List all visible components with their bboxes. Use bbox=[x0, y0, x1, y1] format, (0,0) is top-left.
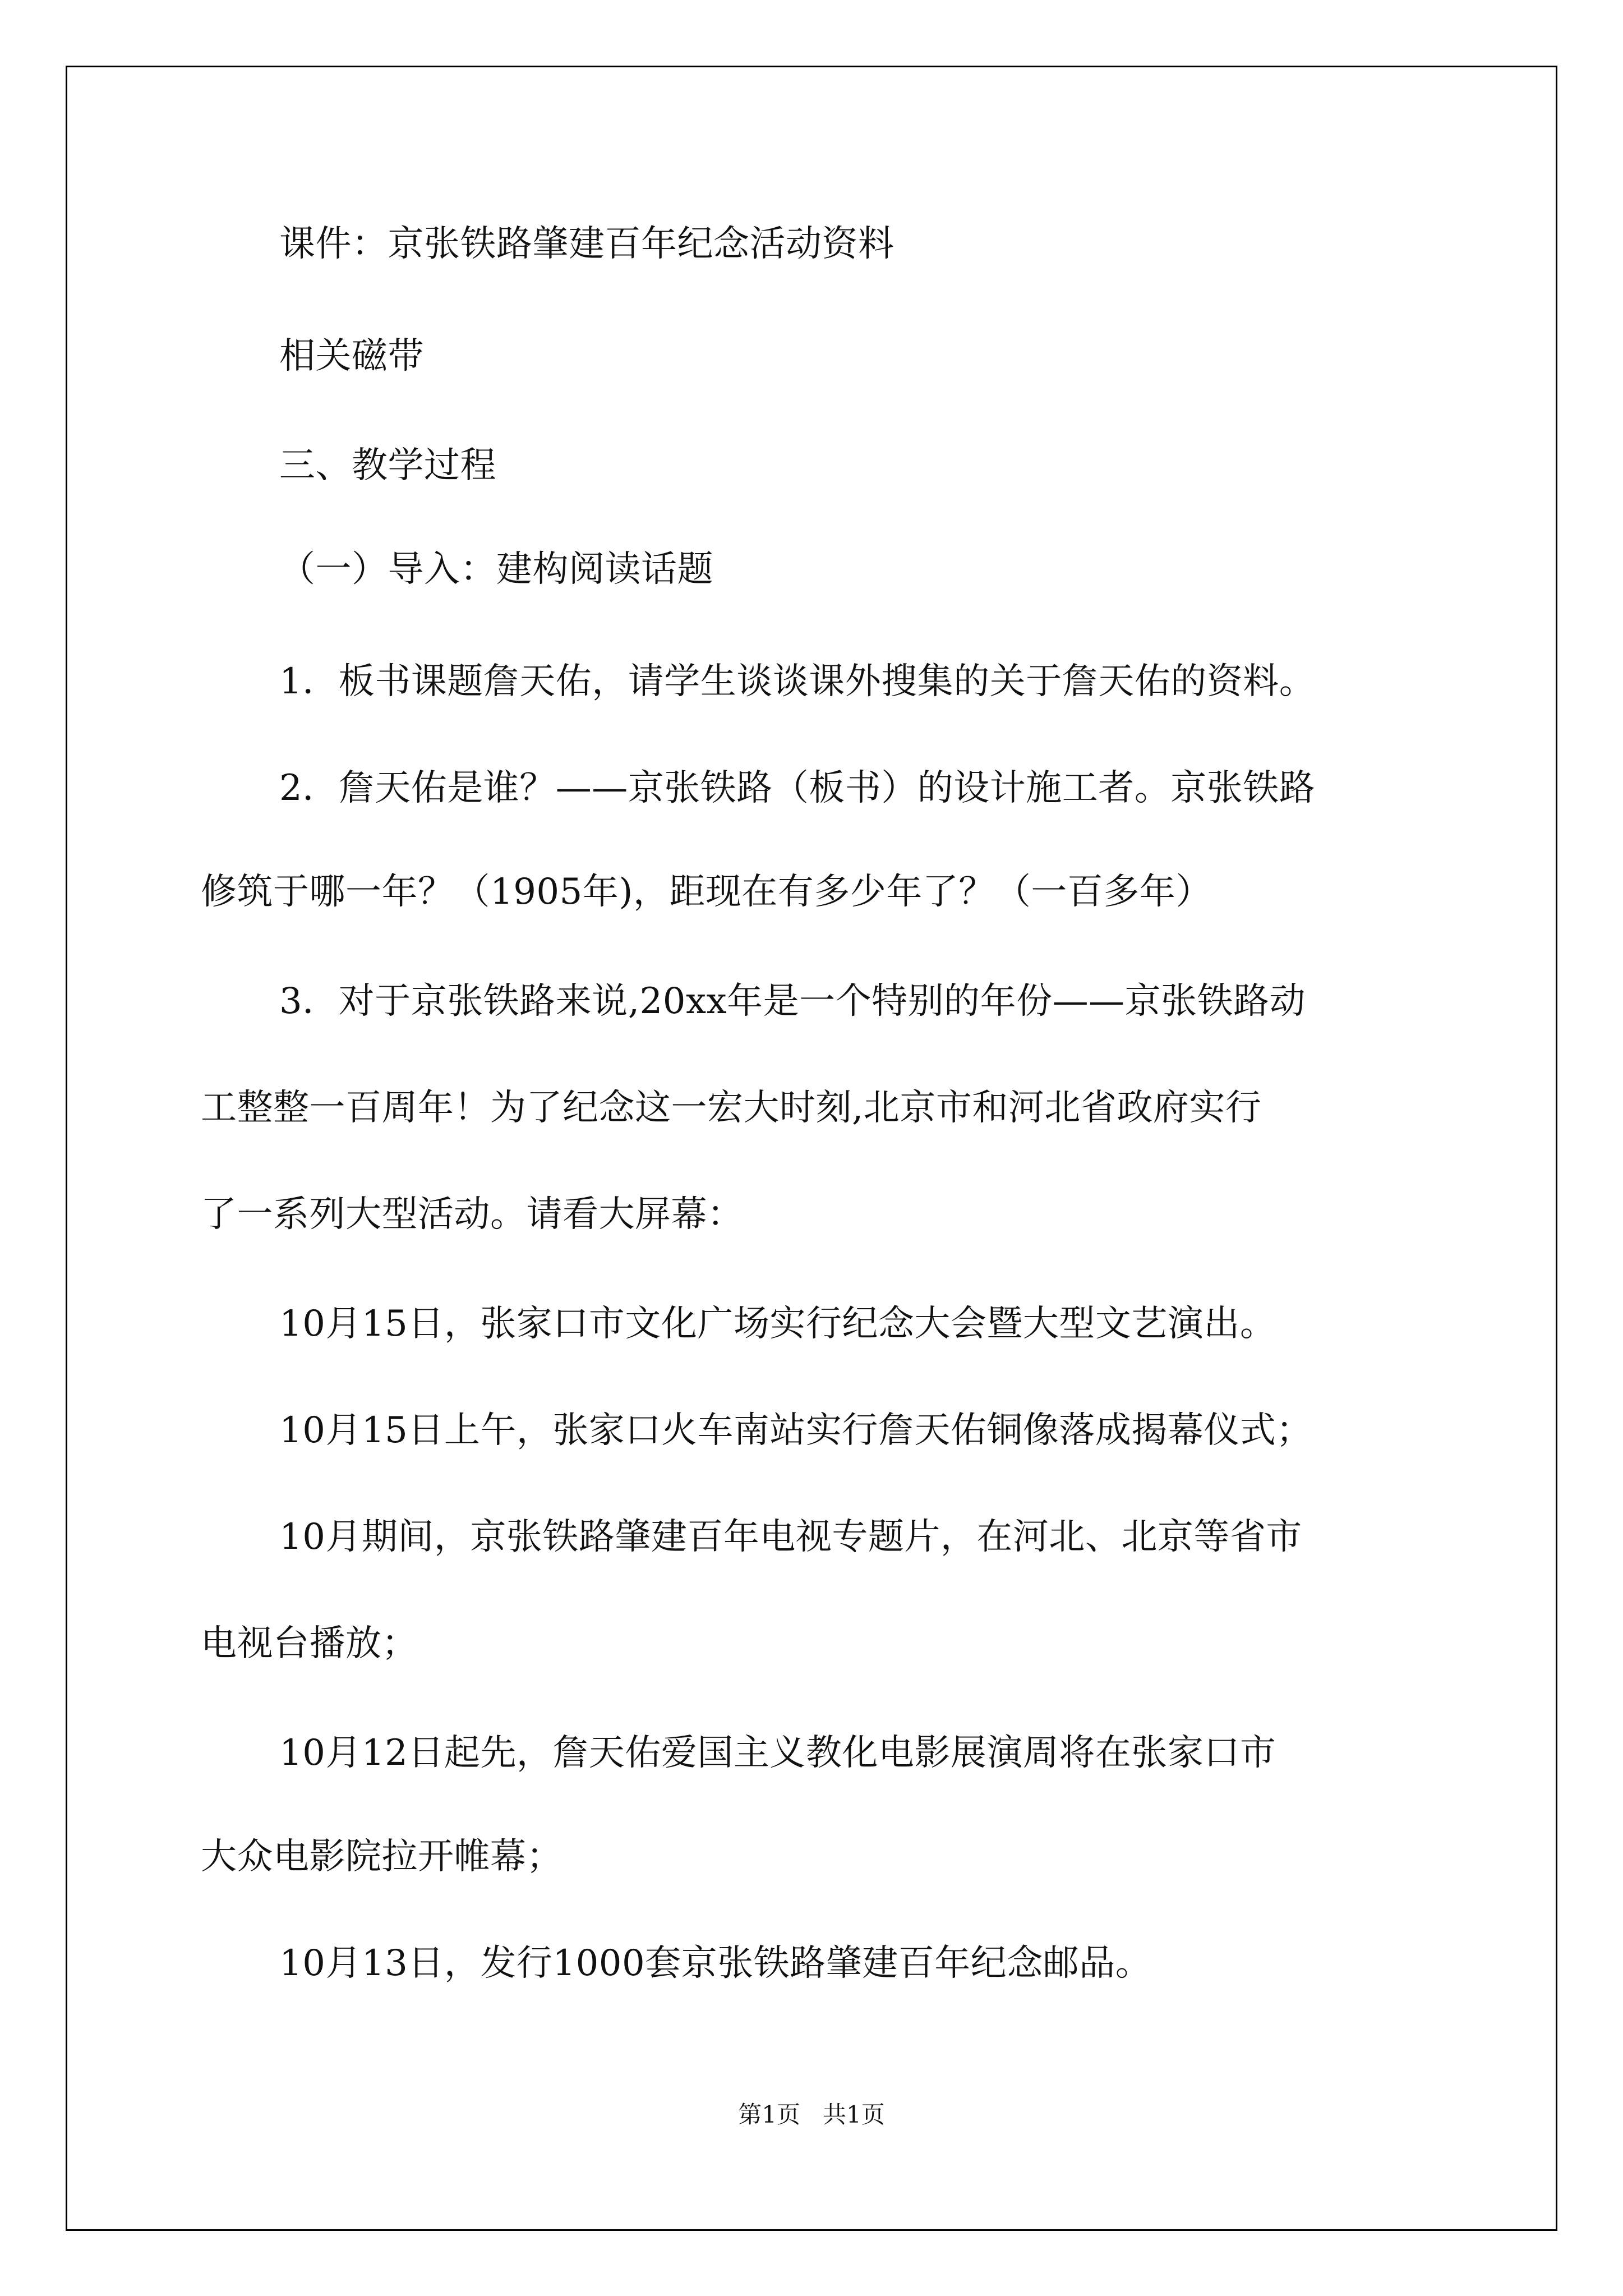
step-3-continuation-1: 工整整一百周年！为了纪念这一宏大时刻,北京市和河北省政府实行 bbox=[201, 1087, 1262, 1129]
page-footer: 第1页 共1页 bbox=[738, 2101, 885, 2128]
event-line-3-continuation: 电视台播放； bbox=[201, 1623, 418, 1664]
tape-line: 相关磁带 bbox=[279, 335, 424, 377]
event-line-1: 10月15日，张家口市文化广场实行纪念大会暨大型文艺演出。 bbox=[279, 1303, 1276, 1345]
step-2-line: 2．詹天佑是谁？——京张铁路（板书）的设计施工者。京张铁路 bbox=[279, 767, 1316, 809]
step-2-continuation: 修筑于哪一年？（1905年)，距现在有多少年了？（一百多年） bbox=[201, 871, 1212, 913]
step-3-line: 3．对于京张铁路来说,20xx年是一个特别的年份——京张铁路动 bbox=[279, 981, 1306, 1022]
event-line-4: 10月12日起先，詹天佑爱国主义教化电影展演周将在张家口市 bbox=[279, 1732, 1276, 1774]
subsection-heading-intro: （一）导入：建构阅读话题 bbox=[279, 549, 713, 590]
step-3-continuation-2: 了一系列大型活动。请看大屏幕： bbox=[201, 1194, 744, 1235]
page-border bbox=[66, 66, 1557, 2231]
courseware-line: 课件：京张铁路肇建百年纪念活动资料 bbox=[279, 223, 895, 265]
section-heading-teaching-process: 三、教学过程 bbox=[279, 445, 496, 486]
event-line-2: 10月15日上午，张家口火车南站实行詹天佑铜像落成揭幕仪式； bbox=[279, 1410, 1312, 1451]
event-line-5: 10月13日，发行1000套京张铁路肇建百年纪念邮品。 bbox=[279, 1943, 1152, 1984]
event-line-4-continuation: 大众电影院拉开帷幕； bbox=[201, 1836, 562, 1878]
step-1-line: 1．板书课题詹天佑，请学生谈谈课外搜集的关于詹天佑的资料。 bbox=[279, 661, 1316, 702]
event-line-3: 10月期间，京张铁路肇建百年电视专题片，在河北、北京等省市 bbox=[279, 1516, 1302, 1558]
